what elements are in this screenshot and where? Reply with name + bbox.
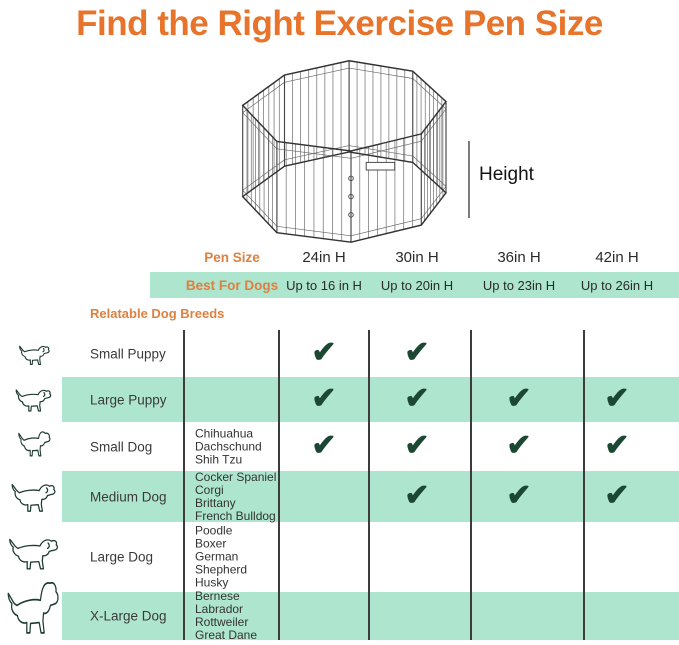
page-title: Find the Right Exercise Pen Size <box>76 4 603 43</box>
best-for-dogs-label: Best For Dogs <box>185 278 279 293</box>
pen-size-label: Pen Size <box>204 250 260 265</box>
checkmark-icon: ✔ <box>404 381 430 415</box>
height-indicator-line <box>468 141 470 218</box>
column-header-42in: 42in H <box>595 249 639 266</box>
breed-row-large-dog <box>62 522 679 592</box>
breed-list: Poodle Boxer German Shepherd Husky <box>195 523 248 590</box>
best-for-24in: Up to 16 in H <box>286 278 362 293</box>
table-divider-line <box>470 330 472 640</box>
medium-dog-icon <box>7 477 59 515</box>
checkmark-icon: ✔ <box>311 428 337 462</box>
checkmark-icon: ✔ <box>604 381 630 415</box>
breeds-grid <box>62 330 679 640</box>
breed-list: Cocker Spaniel Corgi Brittany French Bulldog <box>195 469 277 523</box>
dog-type-label: Small Dog <box>90 439 153 454</box>
checkmark-icon: ✔ <box>404 335 430 369</box>
pen-size-header-row <box>0 249 679 267</box>
checkmark-icon: ✔ <box>604 478 630 512</box>
large-dog-icon <box>4 531 62 573</box>
checkmark-icon: ✔ <box>506 478 532 512</box>
checkmark-icon: ✔ <box>506 381 532 415</box>
small-dog-icon <box>15 427 53 459</box>
checkmark-icon: ✔ <box>604 428 630 462</box>
dog-type-label: X-Large Dog <box>90 608 167 624</box>
checkmark-icon: ✔ <box>404 478 430 512</box>
table-divider-line <box>183 330 185 640</box>
column-header-36in: 36in H <box>497 249 541 266</box>
breed-list: Chihuahua Dachschund Shih Tzu <box>195 426 262 466</box>
checkmark-icon: ✔ <box>311 335 337 369</box>
breed-row-medium-dog <box>62 471 679 522</box>
column-header-30in: 30in H <box>395 249 439 266</box>
breed-row-small-puppy <box>62 330 679 377</box>
dog-type-label: Large Dog <box>90 549 154 565</box>
relatable-dog-breeds-heading: Relatable Dog Breeds <box>90 306 225 321</box>
checkmark-icon: ✔ <box>506 428 532 462</box>
dog-type-label: Large Puppy <box>90 392 167 407</box>
best-for-42in: Up to 26in H <box>580 278 654 293</box>
checkmark-icon: ✔ <box>311 381 337 415</box>
dog-type-label: Small Puppy <box>90 346 166 361</box>
best-for-30in: Up to 20in H <box>380 278 454 293</box>
column-header-24in: 24in H <box>302 249 346 266</box>
x-large-dog-icon <box>2 578 64 638</box>
table-divider-line <box>278 330 280 640</box>
best-for-dogs-row <box>150 272 679 298</box>
dog-type-label: Medium Dog <box>90 489 167 504</box>
breed-list: Bernese Labrador Rottweiler Great Dane <box>195 589 258 642</box>
breed-row-large-puppy <box>62 377 679 422</box>
exercise-pen-illustration <box>206 56 458 246</box>
large-puppy-icon <box>12 384 54 414</box>
breed-row-x-large-dog <box>62 589 679 642</box>
small-puppy-icon <box>16 341 52 367</box>
breed-row-small-dog <box>62 422 679 471</box>
best-for-36in: Up to 23in H <box>482 278 556 293</box>
table-divider-line <box>583 330 585 640</box>
checkmark-icon: ✔ <box>404 428 430 462</box>
table-divider-line <box>368 330 370 640</box>
height-label: Height <box>479 164 534 185</box>
